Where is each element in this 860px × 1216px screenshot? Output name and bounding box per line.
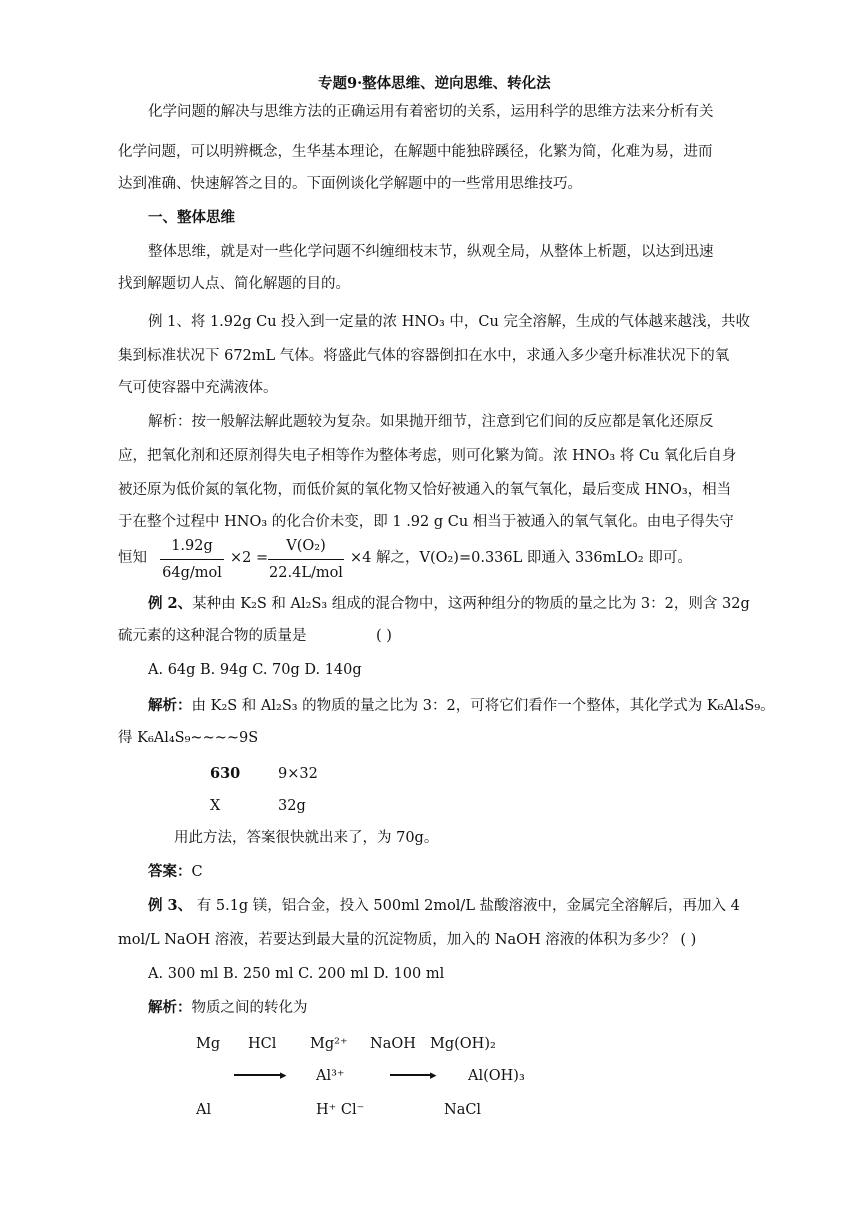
analysis1-line-5-prefix: 恒知	[118, 550, 147, 566]
fraction-denominator: 64g/mol	[162, 565, 222, 581]
example2-answer-bracket: ( )	[376, 628, 392, 644]
fraction-mass-over-molar-mass	[160, 536, 224, 583]
analysis2-label: 解析：	[148, 697, 192, 714]
scheme-mg: Mg	[196, 1036, 221, 1052]
ratio-row-2-right: 32g	[278, 798, 306, 814]
example3-label: 例 3、	[148, 897, 193, 914]
example2-line-1	[148, 594, 750, 614]
scheme-nacl: NaCl	[444, 1102, 482, 1118]
example1-line-3: 气可使容器中充满液体。	[118, 380, 278, 396]
scheme-hcl-ions: H⁺ Cl⁻	[316, 1102, 365, 1118]
example2-label: 例 2、	[148, 595, 193, 612]
analysis3-text: 物质之间的转化为	[191, 1000, 308, 1016]
intro-line-2: 化学问题，可以明辨概念，生华基本理论，在解题中能独辟蹊径，化繁为简，化难为易，进而	[118, 144, 713, 160]
ratio-row-2-left: X	[210, 798, 221, 814]
scheme-naoh: NaOH	[370, 1036, 416, 1052]
answer-line	[148, 862, 203, 882]
example3-line-2: mol/L NaOH 溶液，若要达到最大量的沉淀物质，加入的 NaOH 溶液的体积为多少？ ( )	[118, 932, 697, 948]
example3-options: A. 300 ml B. 250 ml C. 200 ml D. 100 ml	[148, 966, 445, 982]
analysis3-label: 解析：	[148, 999, 192, 1016]
section-paragraph-line-2: 找到解题切人点、简化解题的目的。	[118, 276, 350, 292]
intro-line-3: 达到准确、快速解答之目的。下面例谈化学解题中的一些常用思维技巧。	[118, 176, 582, 192]
analysis2-text: 由 K₂S 和 Al₂S₃ 的物质的量之比为 3：2，可将它们看作一个整体，其化学式为 K₆Al₄S₉。	[191, 698, 775, 714]
analysis1-line-2: 应，把氧化剂和还原剂得失电子相等作为整体考虑，则可化繁为简。浓 HNO₃ 将 Cu 氧化后自身	[118, 448, 737, 464]
scheme-al: Al	[196, 1102, 212, 1118]
scheme-al-hydroxide: Al(OH)₃	[468, 1068, 525, 1084]
analysis1-line-5-suffix: ×4 解之，V(O₂)=0.336L 即通入 336mLO₂ 即可。	[350, 550, 692, 566]
answer-value: C	[191, 864, 203, 880]
section-heading: 一、整体思维	[148, 209, 235, 226]
analysis2-line-2: 得 K₆Al₄S₉~~~~9S	[118, 730, 259, 746]
scheme-hcl: HCl	[248, 1036, 277, 1052]
answer-label: 答案：	[148, 863, 192, 880]
example1-line-2: 集到标准状况下 672mL 气体。将盛此气体的容器倒扣在水中，求通入多少毫升标准状况下的氧	[118, 348, 730, 364]
example2-text: 某种由 K₂S 和 Al₂S₃ 组成的混合物中，这两种组分的物质的量之比为 3：2，则含 32g	[192, 596, 750, 612]
analysis3-line-1	[148, 998, 308, 1018]
example2-line-2: 硫元素的这种混合物的质量是	[118, 628, 307, 644]
times-two-equals: ×2 =	[230, 550, 269, 566]
fraction-bar	[268, 559, 344, 560]
fraction-denominator: 22.4L/mol	[269, 565, 343, 581]
scheme-mg-ion: Mg²⁺	[310, 1036, 348, 1052]
example2-options: A. 64g B. 94g C. 70g D. 140g	[148, 662, 362, 678]
example3-text: 有 5.1g 镁，铝合金，投入 500ml 2mol/L 盐酸溶液中，金属完全溶解后，再加入 4	[192, 898, 740, 914]
fraction-bar	[160, 559, 224, 560]
analysis2-line-1	[148, 696, 775, 716]
arrow-icon: ▸	[234, 1066, 290, 1086]
analysis1-line-3: 被还原为低价氮的氧化物，而低价氮的氧化物又恰好被通入的氧气氧化，最后变成 HNO₃，相当	[118, 482, 732, 498]
ratio-row-1-right: 9×32	[278, 766, 318, 782]
ratio-row-1-left: 630	[210, 765, 241, 782]
fraction-numerator: V(O₂)	[286, 538, 326, 554]
fraction-volume-over-molar-volume	[268, 536, 344, 583]
arrow-icon: ▸	[390, 1066, 440, 1086]
example3-line-1	[148, 896, 740, 916]
scheme-al-ion: Al³⁺	[316, 1068, 345, 1084]
analysis1-line-4: 于在整个过程中 HNO₃ 的化合价未变，即 1 .92 g Cu 相当于被通入的氧气氧化。由电子得失守	[118, 514, 734, 530]
analysis1-line-1: 解析：按一般解法解此题较为复杂。如果抛开细节，注意到它们间的反应都是氧化还原反	[148, 414, 714, 430]
example1-line-1: 例 1、将 1.92g Cu 投入到一定量的浓 HNO₃ 中，Cu 完全溶解，生成的气体越来越浅，共收	[148, 314, 750, 330]
page-title: 专题9·整体思维、逆向思维、转化法	[318, 75, 551, 92]
intro-line-1: 化学问题的解决与思维方法的正确运用有着密切的关系，运用科学的思维方法来分析有关	[148, 104, 714, 120]
section-paragraph-line-1: 整体思维，就是对一些化学问题不纠缠细枝末节，纵观全局，从整体上析题，以达到迅速	[148, 244, 714, 260]
fraction-numerator: 1.92g	[171, 538, 213, 554]
analysis2-line-3: 用此方法，答案很快就出来了，为 70g。	[174, 830, 439, 846]
scheme-mg-hydroxide: Mg(OH)₂	[430, 1036, 496, 1052]
